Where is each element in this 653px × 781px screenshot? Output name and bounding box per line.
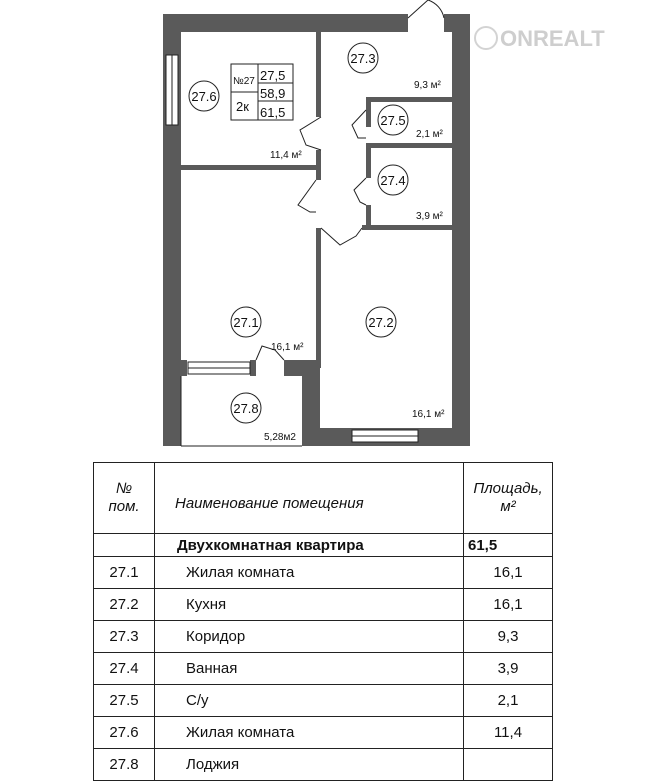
room-27-1 [231, 307, 304, 353]
room-area: 11,4 м² [270, 150, 302, 161]
room-27-3 [348, 43, 442, 91]
svg-text:27.6: 27.6 [191, 89, 217, 104]
apartment-area-total: 58,9 [260, 86, 286, 101]
table-row: 27.2 Кухня 16,1 [94, 589, 553, 621]
room-27-5 [378, 105, 444, 140]
svg-text:27.8: 27.8 [233, 401, 259, 416]
apartment-area-full: 61,5 [260, 105, 286, 120]
table-row: 27.1 Жилая комната 16,1 [94, 557, 553, 589]
table-row: 27.4 Ванная 3,9 [94, 653, 553, 685]
svg-text:27.5: 27.5 [380, 113, 406, 128]
header-area: Площадь, м² [464, 463, 553, 534]
watermark-logo-icon [475, 27, 497, 49]
watermark-brand: ONREALT [500, 26, 605, 51]
apartment-name: Двухкомнатная квартира [155, 534, 464, 557]
header-name: Наименование помещения [155, 463, 464, 534]
table-row: 27.6 Жилая комната 11,4 [94, 717, 553, 749]
apartment-rooms: 2к [236, 99, 249, 114]
apartment-row [94, 534, 553, 557]
apartment-area-living: 27,5 [260, 68, 286, 83]
room-27-8 [231, 393, 296, 443]
table-row: 27.3 Коридор 9,3 [94, 621, 553, 653]
apartment-number: №27 [233, 76, 255, 87]
table-row: 27.5 С/у 2,1 [94, 685, 553, 717]
room-area: 5,28м2 [264, 432, 296, 443]
room-area: 16,1 м² [412, 409, 445, 420]
room-area: 2,1 м² [416, 129, 443, 140]
room-area: 3,9 м² [416, 211, 443, 222]
room-area: 9,3 м² [414, 80, 441, 91]
table-header [94, 463, 553, 534]
svg-text:27.2: 27.2 [368, 315, 394, 330]
table-row: 27.8 Лоджия [94, 749, 553, 781]
svg-text:27.1: 27.1 [233, 315, 259, 330]
room-schedule-table [93, 462, 553, 781]
header-number: № пом. [94, 463, 155, 534]
svg-text:27.4: 27.4 [380, 173, 406, 188]
svg-text:27.3: 27.3 [350, 51, 376, 66]
room-area: 16,1 м² [271, 342, 304, 353]
room-27-4 [378, 165, 444, 222]
room-27-2 [366, 307, 445, 420]
apartment-info-box [231, 64, 293, 120]
apartment-area: 61,5 [464, 534, 553, 557]
watermark [475, 26, 605, 51]
walls [163, 14, 470, 446]
